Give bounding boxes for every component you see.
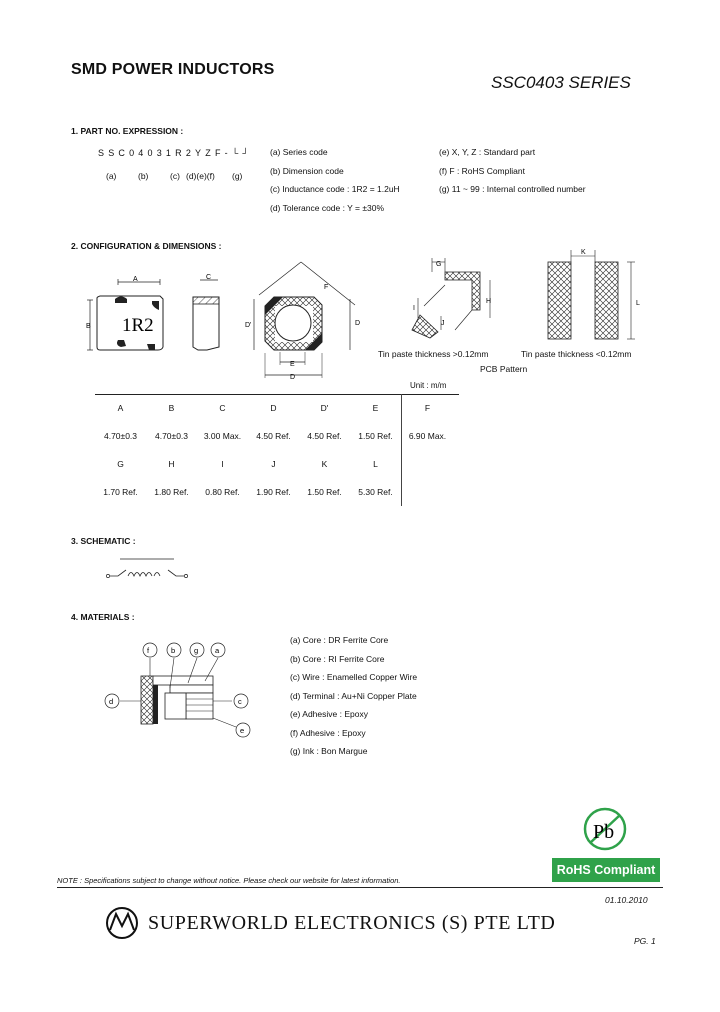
- table-cell: 1.80 Ref.: [154, 487, 189, 497]
- table-header-cell: K: [321, 459, 328, 469]
- dim-label-c: C: [206, 274, 212, 281]
- footer-date: 01.10.2010: [605, 895, 648, 905]
- dim-label-f: F: [324, 284, 329, 291]
- table-header-cell: I: [221, 459, 224, 469]
- material-item: (d) Terminal : Au+Ni Copper Plate: [290, 690, 417, 701]
- desc-d: (d) Tolerance code : Y = ±30%: [270, 202, 385, 213]
- pcb-pattern-left: [412, 258, 490, 338]
- desc-b: (b) Dimension code: [270, 165, 344, 176]
- schematic-symbol: [106, 559, 187, 578]
- table-header-cell: F: [424, 403, 431, 413]
- section-schematic-heading: 3. SCHEMATIC :: [71, 536, 136, 546]
- dim-label-l: L: [636, 300, 640, 307]
- tin-paste-right: Tin paste thickness <0.12mm: [521, 349, 632, 359]
- callout-e: e: [240, 726, 245, 735]
- side-view-drawing: [193, 280, 219, 350]
- dim-label-a: A: [133, 276, 138, 283]
- desc-g: (g) 11 ~ 99 : Internal controlled number: [439, 184, 586, 194]
- table-header-cell: D': [320, 403, 329, 413]
- table-cell: 3.00 Max.: [203, 431, 242, 441]
- section-config-heading: 2. CONFIGURATION & DIMENSIONS :: [71, 241, 222, 251]
- table-cell: 4.50 Ref.: [256, 431, 291, 441]
- materials-cross-section: [105, 643, 250, 737]
- material-item: (f) Adhesive : Epoxy: [290, 727, 366, 738]
- table-cell: 4.50 Ref.: [307, 431, 342, 441]
- materials-list: [290, 631, 417, 761]
- table-header-cell: L: [350, 450, 402, 478]
- table-cell: 1.70 Ref.: [103, 487, 138, 497]
- footer-note: NOTE : Specifications subject to change without notice. Please check our website for latest information.: [57, 876, 401, 885]
- part-number-code: SSC04031R2YZF-└┘: [98, 148, 253, 158]
- material-item: (e) Adhesive : Epoxy: [290, 709, 368, 719]
- table-header-cell: B: [168, 403, 175, 413]
- unit-label: Unit : m/m: [410, 381, 447, 390]
- table-cell: 1.90 Ref.: [256, 487, 291, 497]
- table-cell: 1.50 Ref.: [350, 422, 402, 450]
- table-header-cell: C: [219, 403, 226, 413]
- footer-rule: [57, 887, 663, 888]
- table-header-cell: E: [350, 394, 402, 422]
- dimension-table: [95, 394, 453, 506]
- table-header-cell: J: [271, 459, 276, 469]
- callout-g: g: [194, 646, 199, 655]
- table-cell: 4.70±0.3: [103, 431, 138, 441]
- rohs-compliant-badge: RoHS Compliant: [552, 858, 660, 882]
- letter-g: (g): [232, 171, 243, 181]
- desc-a: (a) Series code: [270, 147, 328, 157]
- material-item: (c) Wire : Enamelled Copper Wire: [290, 672, 418, 682]
- callout-b: b: [171, 646, 176, 655]
- desc-f: (f) F : RoHS Compliant: [439, 165, 525, 176]
- letter-b: (b): [138, 171, 149, 181]
- dim-label-dp: D': [245, 322, 252, 329]
- table-empty-cell: [402, 478, 454, 506]
- callout-d: d: [109, 697, 114, 706]
- table-cell: 1.50 Ref.: [307, 487, 342, 497]
- document-title: SMD POWER INDUCTORS: [71, 61, 275, 78]
- marking-text: 1R2: [122, 315, 154, 336]
- table-row: [95, 422, 453, 450]
- dim-label-k: K: [581, 249, 586, 256]
- pcb-pattern-right: [548, 250, 635, 339]
- letter-c: (c): [170, 171, 180, 181]
- callout-f: f: [147, 646, 150, 655]
- table-empty-cell: [402, 450, 454, 478]
- tin-paste-left: Tin paste thickness >0.12mm: [378, 349, 489, 359]
- company-logo: [107, 908, 137, 938]
- desc-e: (e) X, Y, Z : Standard part: [439, 147, 536, 157]
- table-header-cell: H: [168, 459, 175, 469]
- callout-a: a: [215, 646, 220, 655]
- table-header-cell: G: [117, 459, 124, 469]
- desc-c: (c) Inductance code : 1R2 = 1.2uH: [270, 184, 400, 194]
- section-materials-heading: 4. MATERIALS :: [71, 612, 135, 622]
- dim-label-b: B: [86, 323, 91, 330]
- letter-a: (a): [106, 171, 117, 181]
- page-number: PG. 1: [634, 936, 656, 946]
- letter-def: (d)(e)(f): [186, 171, 215, 181]
- table-cell: 0.80 Ref.: [205, 487, 240, 497]
- callout-c: c: [238, 697, 242, 706]
- dim-label-d: D: [290, 374, 296, 381]
- table-row: [95, 450, 453, 478]
- table-row: [95, 478, 453, 506]
- table-row: [95, 394, 453, 422]
- section-part-no-heading: 1. PART NO. EXPRESSION :: [71, 126, 184, 136]
- pcb-pattern-label: PCB Pattern: [480, 364, 528, 374]
- bottom-view-drawing: [254, 262, 355, 378]
- dim-label-h: H: [486, 298, 492, 305]
- company-name: SUPERWORLD ELECTRONICS (S) PTE LTD: [148, 912, 556, 934]
- dim-label-i: I: [413, 305, 415, 312]
- dim-label-j: J: [441, 320, 445, 327]
- dim-label-g: G: [436, 261, 442, 268]
- dim-label-d-side: D: [355, 320, 361, 327]
- table-cell: 4.70±0.3: [154, 431, 189, 441]
- table-cell: 6.90 Max.: [408, 431, 447, 441]
- material-item: (b) Core : RI Ferrite Core: [290, 653, 385, 664]
- table-cell: 5.30 Ref.: [350, 478, 402, 506]
- table-header-cell: D: [270, 403, 277, 413]
- material-item: (a) Core : DR Ferrite Core: [290, 635, 389, 645]
- pb-symbol: Pb: [593, 821, 615, 843]
- dim-label-e: E: [290, 361, 295, 368]
- table-header-cell: A: [117, 403, 124, 413]
- series-name: SSC0403 SERIES: [491, 73, 631, 92]
- material-item: (g) Ink : Bon Margue: [290, 746, 368, 756]
